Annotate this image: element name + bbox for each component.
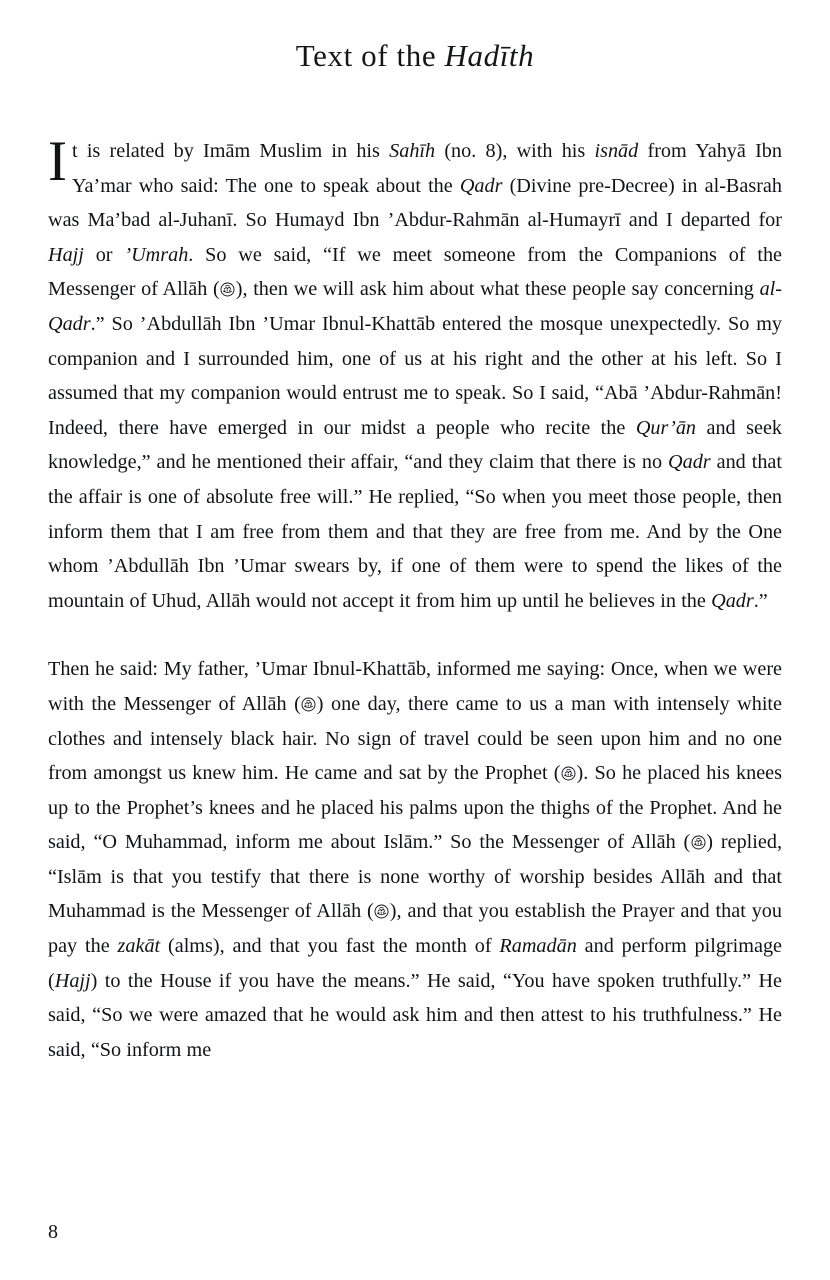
italic-term: Ramadān: [499, 935, 577, 958]
paragraph-1: It is related by Imām Muslim in his Sahīh (no. 8), with his isnād from Yahyā Ibn Ya’mar who said: The one to speak about the Qadr (Divine pre-Decree) in al-Basrah was Ma’bad al-Juhanī. So Humayd Ibn ’Abdur-Rahmān al-Humayrī and I departed for Hajj or ’Umrah. So we said, “If we meet someone from the Companions of the Messenger of Allāh ( ), then we will ask him about what these people say concerning al-Qadr.” So ’Abdullāh Ibn ’Umar Ibnul-Khattāb entered the mosque unexpectedly. So my companion and I surrounded him, one of us at his right and the other at his left. So I assumed that my companion would entrust me to speak. So I said, “Abā ’Abdur-Rahmān! Indeed, there have emerged in our midst a people who recite the Qur’ān and seek knowledge,” and he mentioned their affair, “and they claim that there is no Qadr and that the affair is one of absolute free will.” He replied, “So when you meet those people, then inform them that I am free from them and that they are free from me. And by the One whom ’Abdullāh Ibn ’Umar swears by, if one of them were to spend the likes of the mountain of Uhud, Allāh would not accept it from him up until he believes in the Qadr.”: [48, 130, 782, 612]
sallallahu-alayhi-wa-sallam-icon: [220, 282, 235, 297]
italic-term: ’Umrah: [124, 243, 189, 266]
italic-term: Qadr: [459, 174, 503, 197]
sallallahu-alayhi-wa-sallam-icon: [561, 766, 576, 781]
italic-term: Qur’ān: [635, 416, 697, 439]
italic-term: Sahīh: [389, 140, 436, 162]
page-title-prefix: Text of the: [295, 38, 445, 73]
body-text-column: [48, 130, 783, 1067]
italic-term: isnād: [594, 140, 639, 162]
italic-term: Hajj: [48, 243, 84, 266]
italic-term: Qadr: [668, 451, 711, 474]
italic-term: al-Qadr: [48, 278, 782, 335]
italic-term: Qadr: [711, 589, 754, 612]
sallallahu-alayhi-wa-sallam-icon: [691, 835, 706, 850]
sallallahu-alayhi-wa-sallam-icon: [374, 904, 389, 919]
sallallahu-alayhi-wa-sallam-icon: [301, 697, 316, 712]
paragraph-2: Then he said: My father, ’Umar Ibnul-Khattāb, informed me saying: Once, when we were with the Messenger of Allāh ( ) one day, there came to us a man with intensely white clothes and intensely black hair. No sign of travel could be seen upon him and no one from amongst us knew him. He came and sat by the Prophet ( ). So he placed his knees up to the Prophet’s knees and he placed his palms upon the thighs of the Prophet. And he said, “O Muhammad, inform me about Islām.” So the Messenger of Allāh ( ) replied, “Islām is that you testify that there is none worthy of worship besides Allāh and that Muhammad is the Messenger of Allāh ( ), and that you establish the Prayer and that you pay the zakāt (alms), and that you fast the month of Ramadān and perform pilgrimage (Hajj) to the House if you have the means.” He said, “You have spoken truthfully.” He said, “So we were amazed that he would ask him and then attest to his truthfulness.” He said, “So inform me: [48, 658, 783, 1061]
page-title-italic-term: Hadīth: [444, 38, 535, 73]
italic-term: zakāt: [117, 935, 161, 958]
page-number: 8: [48, 1221, 59, 1243]
italic-term: Hajj: [54, 969, 91, 992]
page-title: [0, 38, 830, 74]
